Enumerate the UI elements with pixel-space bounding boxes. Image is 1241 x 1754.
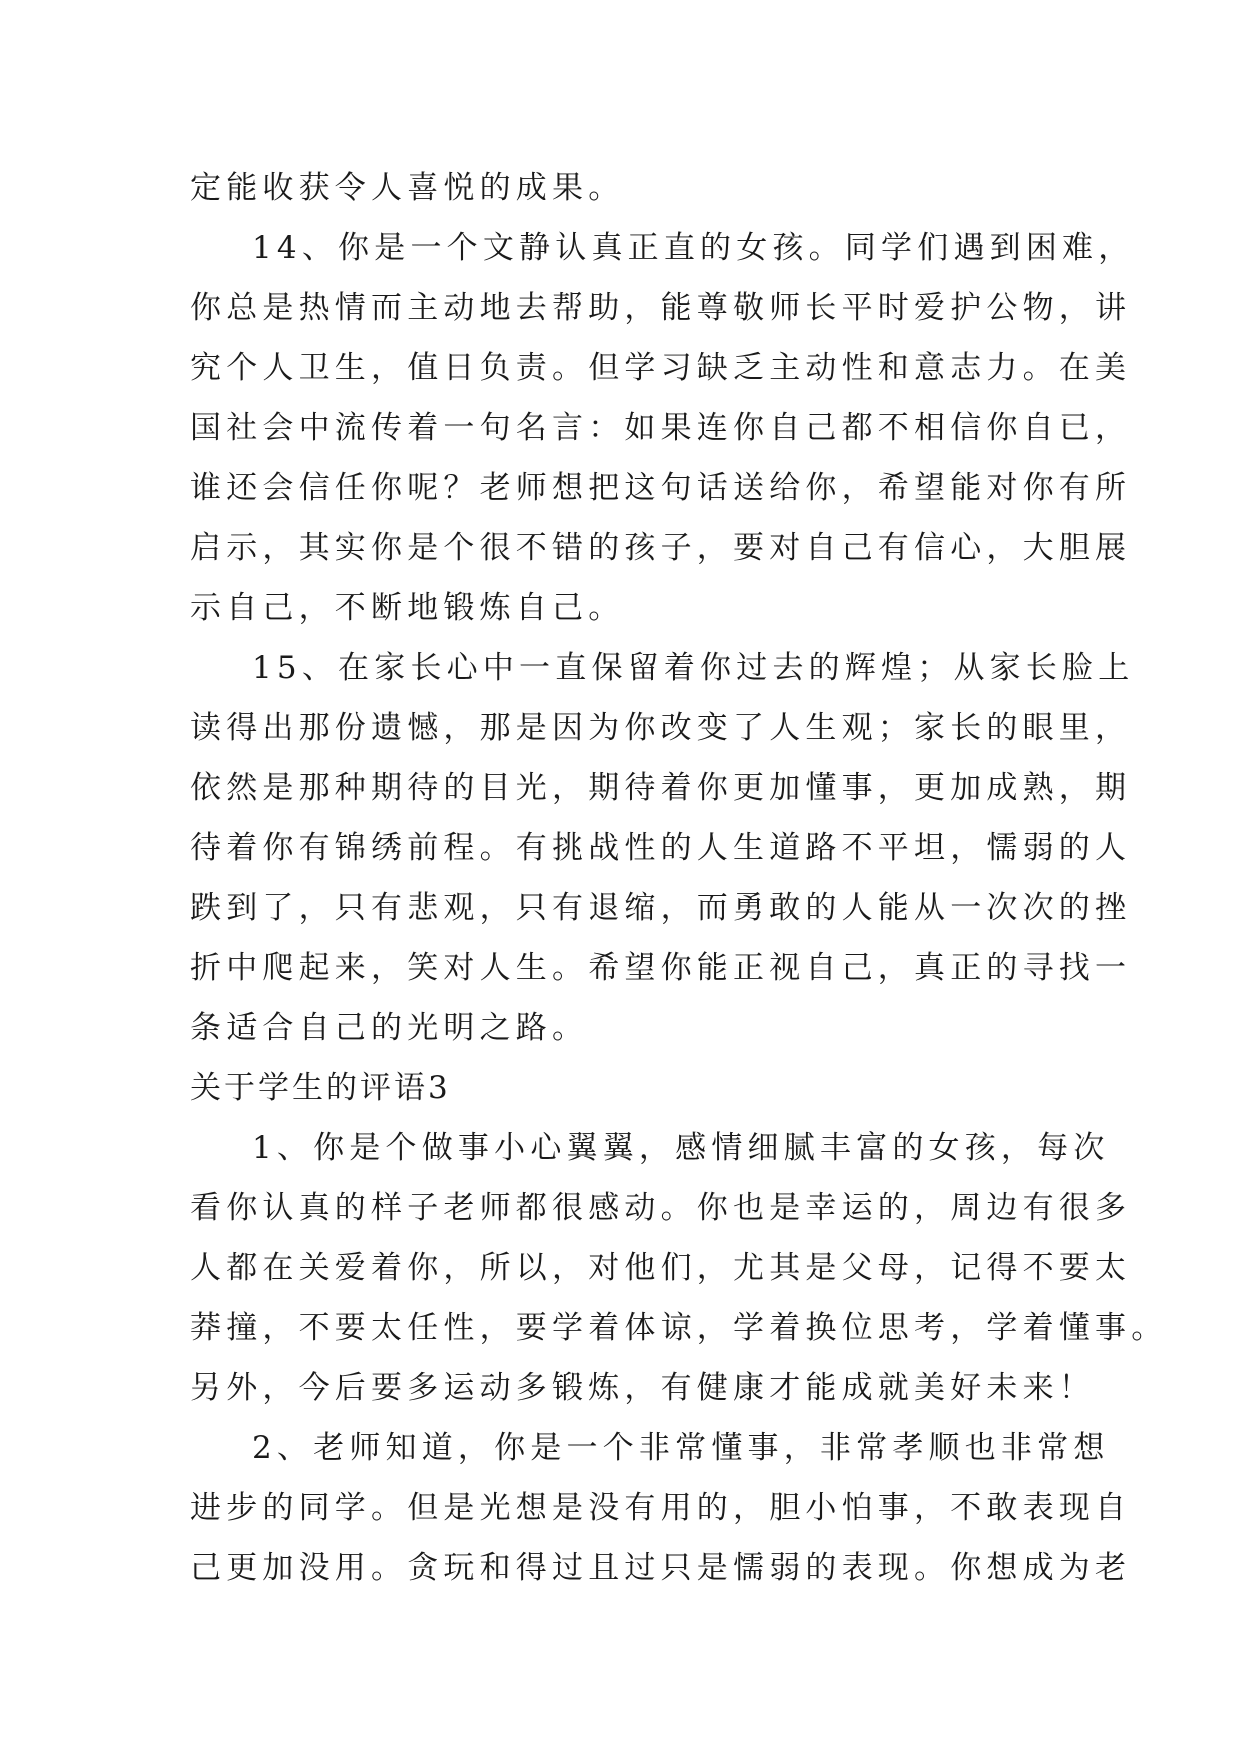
text-line: 究个人卫生，值日负责。但学习缺乏主动性和意志力。在美 [190, 350, 1132, 386]
text-line: 看你认真的样子老师都很感动。你也是幸运的，周边有很多 [190, 1190, 1132, 1226]
section-heading: 关于学生的评语3 [190, 1070, 451, 1106]
paragraph-1-start: 1、你是个做事小心翼翼，感情细腻丰富的女孩，每次 [252, 1130, 1110, 1166]
paragraph-15-start: 15、在家长心中一直保留着你过去的辉煌；从家长脸上 [252, 650, 1135, 686]
text-line: 人都在关爱着你，所以，对他们，尤其是父母，记得不要太 [190, 1250, 1132, 1286]
text-line: 你总是热情而主动地去帮助，能尊敬师长平时爱护公物，讲 [190, 290, 1132, 326]
text-line: 读得出那份遗憾，那是因为你改变了人生观；家长的眼里， [190, 710, 1132, 746]
text-line: 进步的同学。但是光想是没有用的，胆小怕事，不敢表现自 [190, 1490, 1132, 1526]
document-body [190, 158, 1168, 1598]
text-line: 莽撞，不要太任性，要学着体谅，学着换位思考，学着懂事。 [190, 1310, 1168, 1346]
text-line: 谁还会信任你呢？老师想把这句话送给你，希望能对你有所 [190, 470, 1132, 506]
text-line: 示自己，不断地锻炼自己。 [190, 590, 625, 626]
text-line: 依然是那种期待的目光，期待着你更加懂事，更加成熟，期 [190, 770, 1132, 806]
paragraph-2-start: 2、老师知道，你是一个非常懂事，非常孝顺也非常想 [252, 1430, 1110, 1466]
paragraph-14-start: 14、你是一个文静认真正直的女孩。同学们遇到困难， [252, 230, 1135, 266]
text-line: 己更加没用。贪玩和得过且过只是懦弱的表现。你想成为老 [190, 1550, 1132, 1586]
text-line: 启示，其实你是个很不错的孩子，要对自己有信心，大胆展 [190, 530, 1132, 566]
text-line: 条适合自己的光明之路。 [190, 1010, 589, 1046]
text-line: 另外，今后要多运动多锻炼，有健康才能成就美好未来！ [190, 1370, 1095, 1406]
text-line: 跌到了，只有悲观，只有退缩，而勇敢的人能从一次次的挫 [190, 890, 1132, 926]
text-line: 折中爬起来，笑对人生。希望你能正视自己，真正的寻找一 [190, 950, 1132, 986]
text-line: 定能收获令人喜悦的成果。 [190, 170, 625, 206]
text-line: 待着你有锦绣前程。有挑战性的人生道路不平坦，懦弱的人 [190, 830, 1132, 866]
text-line: 国社会中流传着一句名言：如果连你自己都不相信你自已， [190, 410, 1132, 446]
